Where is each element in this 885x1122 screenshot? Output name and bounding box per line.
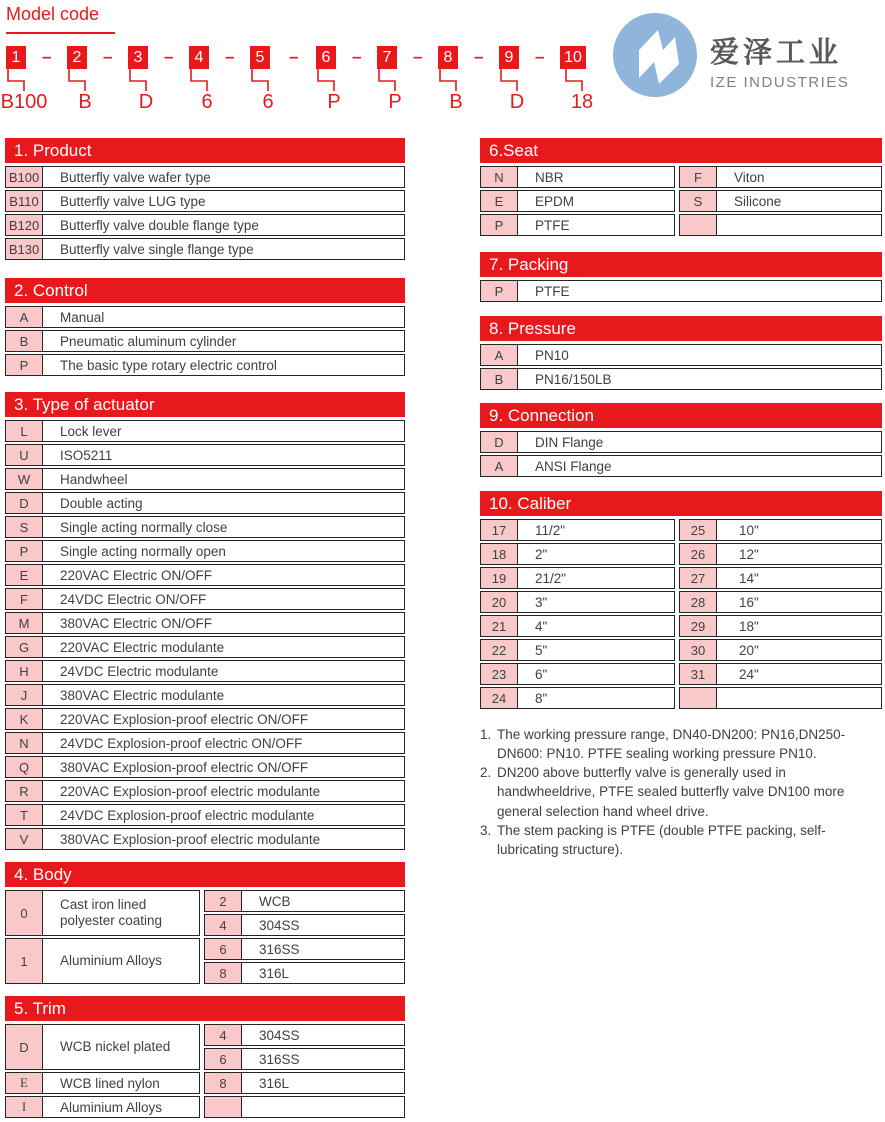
- desc-cell: Pneumatic aluminum cylinder: [60, 333, 237, 349]
- desc-cell: 304SS: [259, 1027, 300, 1043]
- table-row: [5, 190, 405, 212]
- desc-cell: PTFE: [535, 217, 570, 233]
- code-cell: H: [6, 661, 43, 681]
- desc-cell: 24VDC Explosion-proof electric modulante: [60, 807, 315, 823]
- desc-cell: 14": [739, 570, 759, 586]
- desc-cell: EPDM: [535, 193, 575, 209]
- segment-value: 6: [201, 91, 213, 113]
- desc-cell: 220VAC Electric ON/OFF: [60, 567, 213, 583]
- connector-line: [128, 69, 150, 91]
- table-row: [204, 938, 405, 960]
- table-row: [5, 890, 200, 936]
- desc-cell: Butterfly valve LUG type: [60, 193, 206, 209]
- desc-cell: 380VAC Electric ON/OFF: [60, 615, 213, 631]
- table-row: [5, 354, 405, 376]
- desc-cell: 2": [535, 546, 548, 562]
- table-row: [480, 455, 882, 477]
- dash: –: [103, 47, 113, 66]
- segment-value: D: [509, 91, 525, 113]
- body-groups: [5, 890, 200, 984]
- code-cell: 18: [481, 544, 518, 564]
- table-row: [480, 166, 882, 188]
- model-code-segment-7: [377, 46, 433, 118]
- table-row: [5, 444, 405, 466]
- desc-cell: 380VAC Explosion-proof electric ON/OFF: [60, 759, 309, 775]
- code-cell: A: [481, 345, 518, 365]
- table-row: [480, 687, 882, 709]
- model-code-segment-9: [499, 46, 555, 118]
- desc-cell: Aluminium Alloys: [60, 1099, 163, 1115]
- desc-cell: Viton: [734, 169, 765, 185]
- table-row: [480, 431, 882, 453]
- table-row: [204, 1096, 405, 1118]
- footnotes: [480, 725, 882, 859]
- table-row: [480, 519, 882, 541]
- desc-cell: PN10: [535, 347, 569, 363]
- table-row: [5, 492, 405, 514]
- code-cell: [680, 215, 717, 235]
- seat-table: [480, 138, 882, 236]
- segment-number-box: 3: [128, 46, 148, 69]
- connector-line: [499, 69, 521, 91]
- table-row: [5, 636, 405, 658]
- code-cell: 2: [205, 891, 242, 911]
- segment-number-box: 5: [250, 46, 270, 69]
- connection-table-header: 9. Connection: [480, 403, 882, 428]
- footnote-text: DN200 above butterfly valve is generally used in handwheeldrive, PTFE sealed butterfly valve DN100 more general selection hand wheel drive.: [497, 765, 845, 819]
- code-cell: T: [6, 805, 43, 825]
- desc-cell: 3": [535, 594, 548, 610]
- right-column: [480, 138, 882, 1118]
- footnote-text: The working pressure range, DN40-DN200: PN16,DN250-DN600: PN10. PTFE sealing working pressure PN10.: [497, 727, 846, 762]
- code-cell: 23: [481, 664, 518, 684]
- body-table: [5, 862, 405, 984]
- segment-value: P: [327, 91, 341, 113]
- table-row: [204, 1048, 405, 1070]
- desc-cell: Butterfly valve wafer type: [60, 169, 211, 185]
- code-cell: 17: [481, 520, 518, 540]
- packing-table-header: 7. Packing: [480, 252, 882, 277]
- code-cell: W: [6, 469, 43, 489]
- table-row: [204, 1072, 405, 1094]
- code-cell: V: [6, 829, 43, 849]
- code-cell: P: [481, 215, 518, 235]
- control-table: [5, 278, 405, 376]
- code-cell: 0: [6, 891, 43, 935]
- code-cell: A: [481, 456, 518, 476]
- ize-logo-text: [710, 20, 849, 91]
- model-code-segment-10: [560, 46, 616, 118]
- table-row: [5, 684, 405, 706]
- page-header: [0, 0, 885, 138]
- code-cell: 29: [680, 616, 717, 636]
- code-cell: 8: [205, 1073, 242, 1093]
- table-row: [5, 1072, 200, 1094]
- footnote: [480, 821, 882, 859]
- code-cell: D: [6, 1025, 43, 1069]
- table-row: [5, 214, 405, 236]
- code-cell: 21: [481, 616, 518, 636]
- desc-cell: 380VAC Explosion-proof electric modulante: [60, 831, 321, 847]
- footnote: [480, 763, 882, 820]
- trim-table: [5, 996, 405, 1118]
- table-row: [5, 306, 405, 328]
- desc-cell: [717, 688, 881, 708]
- desc-cell: WCB: [259, 893, 291, 909]
- table-row: [5, 732, 405, 754]
- code-cell: N: [481, 167, 518, 187]
- table-row: [5, 756, 405, 778]
- code-cell: [205, 1097, 242, 1117]
- table-row: [5, 780, 405, 802]
- footnote-number: 2.: [480, 765, 492, 781]
- desc-cell: 316L: [259, 1075, 290, 1091]
- segment-number-box: 7: [377, 46, 397, 69]
- code-cell: 24: [481, 688, 518, 708]
- ize-logo: [612, 12, 849, 98]
- code-cell: 27: [680, 568, 717, 588]
- page-title: Model code: [6, 4, 115, 34]
- dash: –: [289, 47, 299, 66]
- model-code-segment-3: [128, 46, 184, 118]
- code-cell: I: [6, 1097, 43, 1117]
- code-cell: 20: [481, 592, 518, 612]
- desc-cell: 220VAC Electric modulante: [60, 639, 225, 655]
- table-row: [5, 828, 405, 850]
- code-cell: S: [680, 191, 717, 211]
- model-code-segment-4: [189, 46, 245, 118]
- table-row: [5, 1024, 200, 1070]
- connector-line: [250, 69, 272, 91]
- logo-english-name: IZE INDUSTRIES: [710, 73, 850, 91]
- table-row: [480, 639, 882, 661]
- desc-cell: 24VDC Explosion-proof electric ON/OFF: [60, 735, 303, 751]
- table-row: [5, 166, 405, 188]
- trim-table-header: 5. Trim: [5, 996, 405, 1021]
- code-cell: 1: [6, 939, 43, 983]
- code-cell: J: [6, 685, 43, 705]
- table-row: [480, 190, 882, 212]
- desc-cell: 8": [535, 690, 548, 706]
- desc-cell: Butterfly valve single flange type: [60, 241, 254, 257]
- code-cell: B100: [6, 167, 43, 187]
- code-cell: R: [6, 781, 43, 801]
- code-cell: [680, 688, 717, 708]
- left-column: [5, 138, 405, 1118]
- desc-cell: Manual: [60, 309, 105, 325]
- code-cell: P: [6, 355, 43, 375]
- product-table-header: 1. Product: [5, 138, 405, 163]
- code-cell: U: [6, 445, 43, 465]
- desc-cell: WCB lined nylon: [60, 1075, 160, 1091]
- table-row: [480, 368, 882, 390]
- table-row: [204, 890, 405, 912]
- code-cell: N: [6, 733, 43, 753]
- code-cell: F: [6, 589, 43, 609]
- code-cell: B110: [6, 191, 43, 211]
- dash: –: [474, 47, 484, 66]
- model-code-segment-1: [0, 46, 62, 118]
- table-row: [480, 567, 882, 589]
- segment-number-box: 8: [438, 46, 458, 69]
- desc-cell: 6": [535, 666, 548, 682]
- footnote-number: 3.: [480, 822, 492, 838]
- desc-cell: 220VAC Explosion-proof electric modulante: [60, 783, 321, 799]
- segment-value: P: [388, 91, 402, 113]
- segment-value: D: [138, 91, 154, 113]
- desc-cell: ISO5211: [60, 447, 113, 463]
- caliber-table-header: 10. Caliber: [480, 491, 882, 516]
- segment-number-box: 6: [316, 46, 336, 69]
- table-row: [480, 344, 882, 366]
- table-row: [204, 914, 405, 936]
- desc-cell: 12": [739, 546, 759, 562]
- seat-table-header: 6.Seat: [480, 138, 882, 163]
- code-cell: 28: [680, 592, 717, 612]
- code-cell: M: [6, 613, 43, 633]
- desc-cell: [717, 215, 881, 235]
- code-cell: 22: [481, 640, 518, 660]
- table-row: [5, 660, 405, 682]
- segment-number-box: 10: [560, 46, 586, 69]
- code-cell: A: [6, 307, 43, 327]
- segment-value: B: [449, 91, 463, 113]
- table-row: [5, 540, 405, 562]
- desc-cell: ANSI Flange: [535, 458, 612, 474]
- code-cell: D: [481, 432, 518, 452]
- desc-cell: 24VDC Electric modulante: [60, 663, 219, 679]
- desc-cell: 16": [739, 594, 759, 610]
- table-row: [5, 612, 405, 634]
- code-cell: 19: [481, 568, 518, 588]
- desc-cell: 316SS: [259, 941, 300, 957]
- code-cell: 30: [680, 640, 717, 660]
- code-cell: B130: [6, 239, 43, 259]
- dash: –: [413, 47, 423, 66]
- desc-cell: 316L: [259, 965, 290, 981]
- desc-cell: 5": [535, 642, 548, 658]
- code-cell: F: [680, 167, 717, 187]
- body-table-header: 4. Body: [5, 862, 405, 887]
- table-row: [480, 615, 882, 637]
- connector-line: [438, 69, 460, 91]
- segment-number-box: 2: [67, 46, 87, 69]
- desc-cell: [242, 1097, 404, 1117]
- desc-cell: The basic type rotary electric control: [60, 357, 277, 373]
- code-cell: P: [6, 541, 43, 561]
- connector-line: [316, 69, 338, 91]
- table-row: [5, 420, 405, 442]
- table-row: [480, 663, 882, 685]
- content-columns: [5, 138, 882, 1118]
- code-cell: 26: [680, 544, 717, 564]
- code-cell: S: [6, 517, 43, 537]
- dash: –: [164, 47, 174, 66]
- connector-line: [67, 69, 89, 91]
- segment-value: 18: [570, 91, 594, 113]
- logo-chinese-name: 爱泽工业: [710, 36, 843, 69]
- segment-number-box: 9: [499, 46, 519, 69]
- code-cell: E: [481, 191, 518, 211]
- desc-cell: WCB nickel plated: [60, 1039, 171, 1055]
- desc-cell: DIN Flange: [535, 434, 604, 450]
- table-row: [5, 516, 405, 538]
- code-cell: G: [6, 637, 43, 657]
- trim-materials: [204, 1024, 405, 1118]
- table-row: [5, 468, 405, 490]
- desc-cell: Aluminium Alloys: [60, 953, 163, 969]
- desc-cell: 304SS: [259, 917, 300, 933]
- code-cell: P: [481, 281, 518, 301]
- connection-table: [480, 403, 882, 477]
- connector-line: [6, 69, 28, 91]
- desc-cell: 220VAC Explosion-proof electric ON/OFF: [60, 711, 309, 727]
- connector-line: [189, 69, 211, 91]
- desc-cell: 4": [535, 618, 548, 634]
- table-row: [480, 280, 882, 302]
- table-row: [5, 238, 405, 260]
- pressure-table-header: 8. Pressure: [480, 316, 882, 341]
- code-cell: 31: [680, 664, 717, 684]
- pressure-table: [480, 316, 882, 390]
- model-code-segment-2: [67, 46, 123, 118]
- code-cell: 4: [205, 1025, 242, 1045]
- desc-cell: Lock lever: [60, 423, 122, 439]
- dash: –: [535, 47, 545, 66]
- desc-cell: NBR: [535, 169, 564, 185]
- desc-cell: Butterfly valve double flange type: [60, 217, 259, 233]
- table-row: [480, 214, 882, 236]
- segment-number-box: 4: [189, 46, 209, 69]
- desc-cell: PN16/150LB: [535, 371, 612, 387]
- table-row: [5, 938, 200, 984]
- segment-value: B100: [0, 91, 48, 113]
- table-row: [5, 804, 405, 826]
- table-row: [204, 962, 405, 984]
- trim-groups: [5, 1024, 200, 1118]
- table-row: [480, 591, 882, 613]
- desc-cell: 20": [739, 642, 759, 658]
- ize-logo-mark: [612, 12, 698, 98]
- code-cell: D: [6, 493, 43, 513]
- dash: –: [42, 47, 52, 66]
- footnote: [480, 725, 882, 763]
- desc-cell: 21/2": [535, 570, 567, 586]
- footnote-text: The stem packing is PTFE (double PTFE packing, self-lubricating structure).: [497, 822, 826, 857]
- table-row: [5, 1096, 200, 1118]
- code-cell: L: [6, 421, 43, 441]
- desc-cell: Single acting normally close: [60, 519, 228, 535]
- code-cell: B: [6, 331, 43, 351]
- actuator-table-header: 3. Type of actuator: [5, 392, 405, 417]
- actuator-table: [5, 392, 405, 850]
- table-row: [5, 708, 405, 730]
- table-row: [480, 543, 882, 565]
- product-table: [5, 138, 405, 260]
- table-row: [5, 588, 405, 610]
- segment-number-box: 1: [6, 46, 26, 69]
- table-row: [5, 330, 405, 352]
- desc-cell: 24": [739, 666, 759, 682]
- control-table-header: 2. Control: [5, 278, 405, 303]
- code-cell: 6: [205, 1049, 242, 1069]
- code-cell: 6: [205, 939, 242, 959]
- code-cell: E: [6, 565, 43, 585]
- desc-cell: Single acting normally open: [60, 543, 226, 559]
- code-cell: 8: [205, 963, 242, 983]
- model-code-segment-6: [316, 46, 372, 118]
- connector-line: [564, 69, 586, 91]
- desc-cell: 24VDC Electric ON/OFF: [60, 591, 207, 607]
- desc-cell: Silicone: [734, 193, 782, 209]
- dash: –: [225, 47, 235, 66]
- code-cell: B120: [6, 215, 43, 235]
- desc-cell: 10": [739, 522, 759, 538]
- segment-value: 6: [262, 91, 274, 113]
- desc-cell: 316SS: [259, 1051, 300, 1067]
- footnote-number: 1.: [480, 727, 492, 742]
- desc-cell: PTFE: [535, 283, 570, 299]
- segment-value: B: [78, 91, 92, 113]
- connector-line: [377, 69, 399, 91]
- body-materials: [204, 890, 405, 984]
- desc-cell: 11/2": [535, 522, 566, 538]
- desc-cell: 380VAC Electric modulante: [60, 687, 225, 703]
- table-row: [5, 564, 405, 586]
- code-cell: B: [481, 369, 518, 389]
- code-cell: K: [6, 709, 43, 729]
- model-code-segment-8: [438, 46, 494, 118]
- code-cell: Q: [6, 757, 43, 777]
- desc-cell: Handwheel: [60, 471, 128, 487]
- dash: –: [352, 47, 362, 66]
- code-cell: 25: [680, 520, 717, 540]
- packing-table: [480, 252, 882, 302]
- table-row: [204, 1024, 405, 1046]
- desc-cell: Double acting: [60, 495, 143, 511]
- code-cell: 4: [205, 915, 242, 935]
- caliber-table: [480, 491, 882, 709]
- desc-cell: 18": [739, 618, 759, 634]
- code-cell: E: [6, 1073, 43, 1093]
- desc-cell: Cast iron lined polyester coating: [60, 897, 163, 928]
